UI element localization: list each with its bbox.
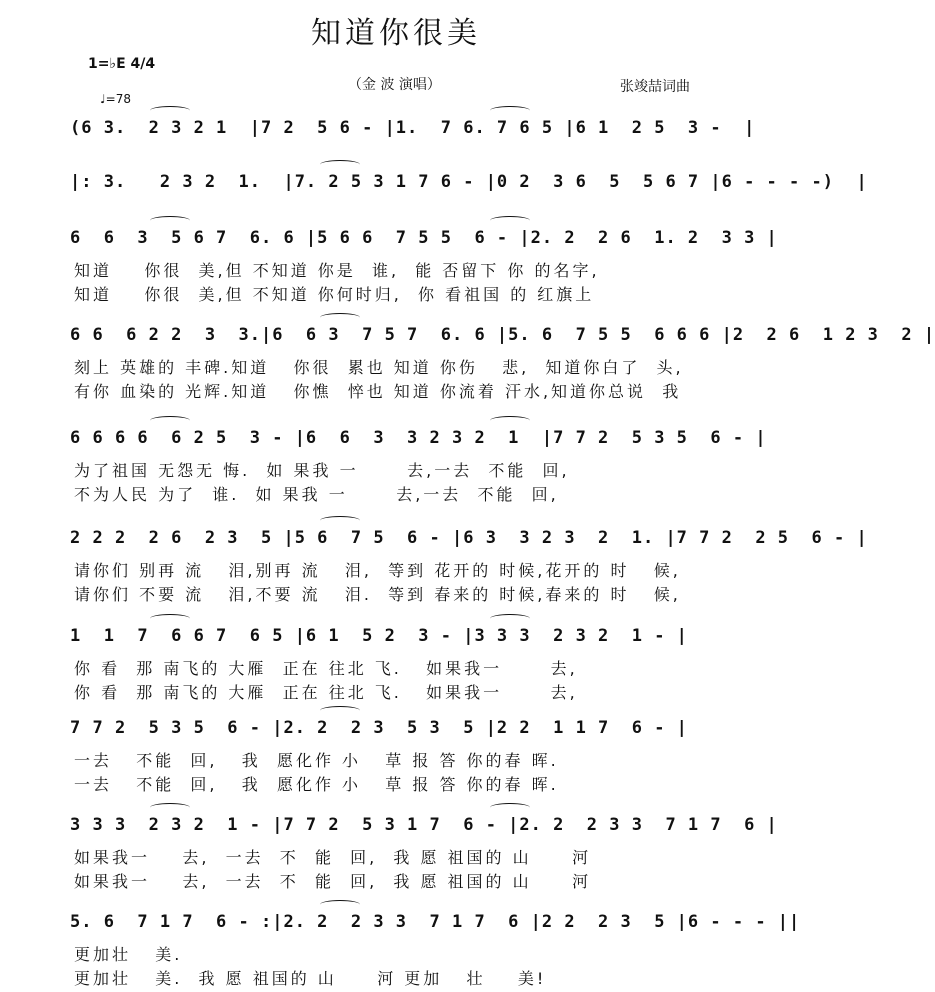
slur-mark (320, 900, 360, 909)
slur-mark (150, 803, 190, 812)
slur-mark (320, 313, 360, 322)
slur-mark (490, 803, 530, 812)
notation-line: 5. 6 7 1 7 6 - :|2. 2 2 3 3 7 1 7 6 |2 2 2 3 5 |6 - - - || (70, 912, 801, 932)
lyric-line: 为了祖国 无怨无 悔. 如 果我 一 去,一去 不能 回, (74, 461, 570, 480)
slur-mark (150, 216, 190, 225)
notation-line: 6 6 6 2 2 3 3.|6 6 3 7 5 7 6. 6 |5. 6 7 5 5 6 6 6 |2 2 6 1 2 3 2 | (70, 325, 935, 345)
lyric-line: 一去 不能 回, 我 愿化作 小 草 报 答 你的春 晖. (74, 775, 559, 794)
lyric-line: 如果我一 去, 一去 不 能 回, 我 愿 祖国的 山 河 (74, 872, 592, 891)
notation-line: (6 3. 2 3 2 1 |7 2 5 6 - |1. 7 6. 7 6 5 |6 1 2 5 3 - | (70, 118, 756, 138)
notation-line: 6 6 6 6 6 2 5 3 - |6 6 3 3 2 3 2 1 |7 7 2 5 3 5 6 - | (70, 428, 767, 448)
slur-mark (150, 614, 190, 623)
lyric-line: 请你们 不要 流 泪,不要 流 泪. 等到 春来的 时候,春来的 时 候, (74, 585, 681, 604)
notation-line: 3 3 3 2 3 2 1 - |7 7 2 5 3 1 7 6 - |2. 2 2 3 3 7 1 7 6 | (70, 815, 778, 835)
lyric-line: 一去 不能 回, 我 愿化作 小 草 报 答 你的春 晖. (74, 751, 559, 770)
slur-mark (490, 106, 530, 115)
lyric-line: 更加壮 美. 我 愿 祖国的 山 河 更加 壮 美! (74, 969, 547, 988)
slur-mark (150, 416, 190, 425)
lyric-line: 不为人民 为了 谁. 如 果我 一 去,一去 不能 回, (74, 485, 559, 504)
key-signature: 1=♭E 4/4 (88, 56, 156, 72)
slur-mark (320, 706, 360, 715)
notation-line: |: 3. 2 3 2 1. |7. 2 5 3 1 7 6 - |0 2 3 6 5 5 6 7 |6 - - - -) | (70, 172, 868, 192)
slur-mark (150, 106, 190, 115)
composer-credit: 张竣喆词曲 (620, 79, 690, 95)
notation-line: 7 7 2 5 3 5 6 - |2. 2 2 3 5 3 5 |2 2 1 1 7 6 - | (70, 718, 688, 738)
tempo-marking: ♩=78 (100, 92, 131, 106)
notation-line: 2 2 2 2 6 2 3 5 |5 6 7 5 6 - |6 3 3 2 3 2 1. |7 7 2 2 5 6 - | (70, 528, 868, 548)
lyric-line: 知道 你很 美,但 不知道 你何时归, 你 看祖国 的 红旗上 (74, 285, 595, 304)
lyric-line: 更加壮 美. (74, 945, 183, 964)
slur-mark (320, 516, 360, 525)
slur-mark (490, 614, 530, 623)
song-title: 知道你很美 (311, 16, 481, 51)
singer-credit: （金 波 演唱） (348, 77, 441, 93)
lyric-line: 如果我一 去, 一去 不 能 回, 我 愿 祖国的 山 河 (74, 848, 592, 867)
slur-mark (320, 160, 360, 169)
lyric-line: 请你们 别再 流 泪,别再 流 泪, 等到 花开的 时候,花开的 时 候, (74, 561, 681, 580)
lyric-line: 有你 血染的 光辉.知道 你憔 悴也 知道 你流着 汗水,知道你总说 我 (74, 382, 682, 401)
lyric-line: 知道 你很 美,但 不知道 你是 谁, 能 否留下 你 的名字, (74, 261, 600, 280)
slur-mark (490, 216, 530, 225)
notation-line: 6 6 3 5 6 7 6. 6 |5 6 6 7 5 5 6 - |2. 2 2 6 1. 2 3 3 | (70, 228, 778, 248)
slur-mark (490, 416, 530, 425)
notation-line: 1 1 7 6 6 7 6 5 |6 1 5 2 3 - |3 3 3 2 3 2 1 - | (70, 626, 688, 646)
lyric-line: 你 看 那 南飞的 大雁 正在 往北 飞. 如果我一 去, (74, 683, 578, 702)
lyric-line: 刻上 英雄的 丰碑.知道 你很 累也 知道 你伤 悲, 知道你白了 头, (74, 358, 684, 377)
lyric-line: 你 看 那 南飞的 大雁 正在 往北 飞. 如果我一 去, (74, 659, 578, 678)
